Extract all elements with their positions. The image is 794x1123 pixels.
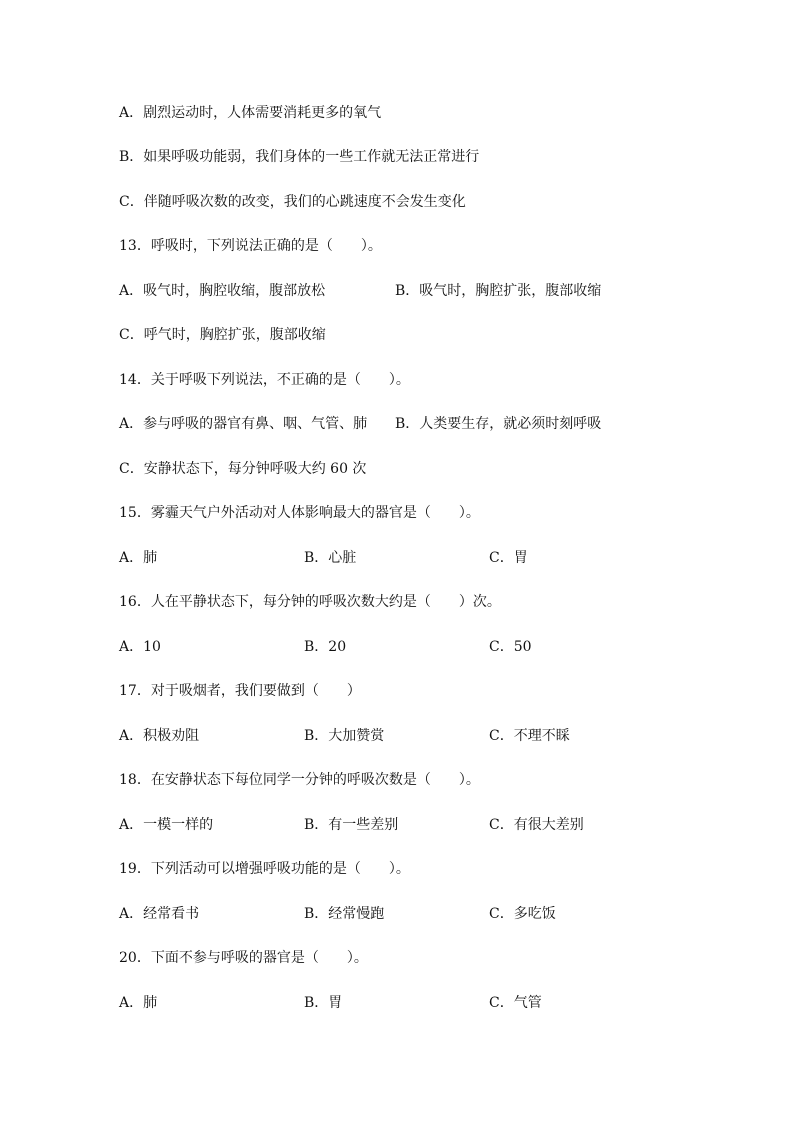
option-a: A．肺 xyxy=(119,995,158,1011)
option-c: C．呼气时，胸腔扩张，腹部收缩 xyxy=(119,327,326,343)
question-17-options xyxy=(119,726,739,746)
option-c: C．不理不睬 xyxy=(489,728,570,744)
question-13-options-row-2 xyxy=(119,325,739,345)
option-c: C．有很大差别 xyxy=(489,817,584,833)
option-a: A．经常看书 xyxy=(119,906,200,922)
option-c: C．安静状态下，每分钟呼吸大约 60 次 xyxy=(119,461,367,477)
option-c: C．50 xyxy=(489,639,532,655)
option-a: A．积极劝阻 xyxy=(119,728,200,744)
option-a: A．吸气时，胸腔收缩，腹部放松 xyxy=(119,283,326,299)
question-15-stem xyxy=(119,503,739,523)
question-13-options-row-1 xyxy=(119,281,739,301)
question-14-options-row-2 xyxy=(119,459,739,479)
question-20-options xyxy=(119,993,739,1013)
option-b: B．大加赞赏 xyxy=(304,728,385,744)
option-b: B．20 xyxy=(304,639,347,655)
option-text: B．如果呼吸功能弱，我们身体的一些工作就无法正常进行 xyxy=(119,149,480,165)
question-text: 16．人在平静状态下，每分钟的呼吸次数大约是（ ）次。 xyxy=(119,594,501,610)
prev-option-c xyxy=(119,192,739,212)
question-text: 19．下列活动可以增强呼吸功能的是（ ）。 xyxy=(119,861,410,877)
question-15-options xyxy=(119,548,739,568)
question-text: 17．对于吸烟者，我们要做到（ ） xyxy=(119,683,361,699)
question-14-options-row-1 xyxy=(119,414,739,434)
option-c: C．多吃饭 xyxy=(489,906,556,922)
option-text: C．伴随呼吸次数的改变，我们的心跳速度不会发生变化 xyxy=(119,194,466,210)
option-a: A．肺 xyxy=(119,550,158,566)
option-a: A．10 xyxy=(119,639,161,655)
prev-option-a xyxy=(119,103,739,123)
option-b: B．心脏 xyxy=(304,550,357,566)
option-a: A．一模一样的 xyxy=(119,817,214,833)
question-text: 14．关于呼吸下列说法，不正确的是（ ）。 xyxy=(119,372,410,388)
option-b: B．吸气时，胸腔扩张，腹部收缩 xyxy=(395,283,602,299)
question-13-stem xyxy=(119,236,739,256)
option-c: C．胃 xyxy=(489,550,528,566)
option-c: C．气管 xyxy=(489,995,542,1011)
option-b: B．经常慢跑 xyxy=(304,906,385,922)
option-b: B．人类要生存，就必须时刻呼吸 xyxy=(395,416,602,432)
question-16-options xyxy=(119,637,739,657)
question-text: 20．下面不参与呼吸的器官是（ ）。 xyxy=(119,950,368,966)
option-b: B．胃 xyxy=(304,995,343,1011)
question-text: 15．雾霾天气户外活动对人体影响最大的器官是（ ）。 xyxy=(119,505,480,521)
question-14-stem xyxy=(119,370,739,390)
question-18-stem xyxy=(119,770,739,790)
question-20-stem xyxy=(119,948,739,968)
question-19-stem xyxy=(119,859,739,879)
question-19-options xyxy=(119,904,739,924)
question-16-stem xyxy=(119,592,739,612)
question-text: 18．在安静状态下每位同学一分钟的呼吸次数是（ ）。 xyxy=(119,772,480,788)
option-b: B．有一些差别 xyxy=(304,817,399,833)
question-text: 13．呼吸时，下列说法正确的是（ ）。 xyxy=(119,238,382,254)
question-18-options xyxy=(119,815,739,835)
option-a: A．参与呼吸的器官有鼻、咽、气管、肺 xyxy=(119,416,368,432)
prev-option-b xyxy=(119,147,739,167)
option-text: A．剧烈运动时，人体需要消耗更多的氧气 xyxy=(119,105,382,121)
question-17-stem xyxy=(119,681,739,701)
